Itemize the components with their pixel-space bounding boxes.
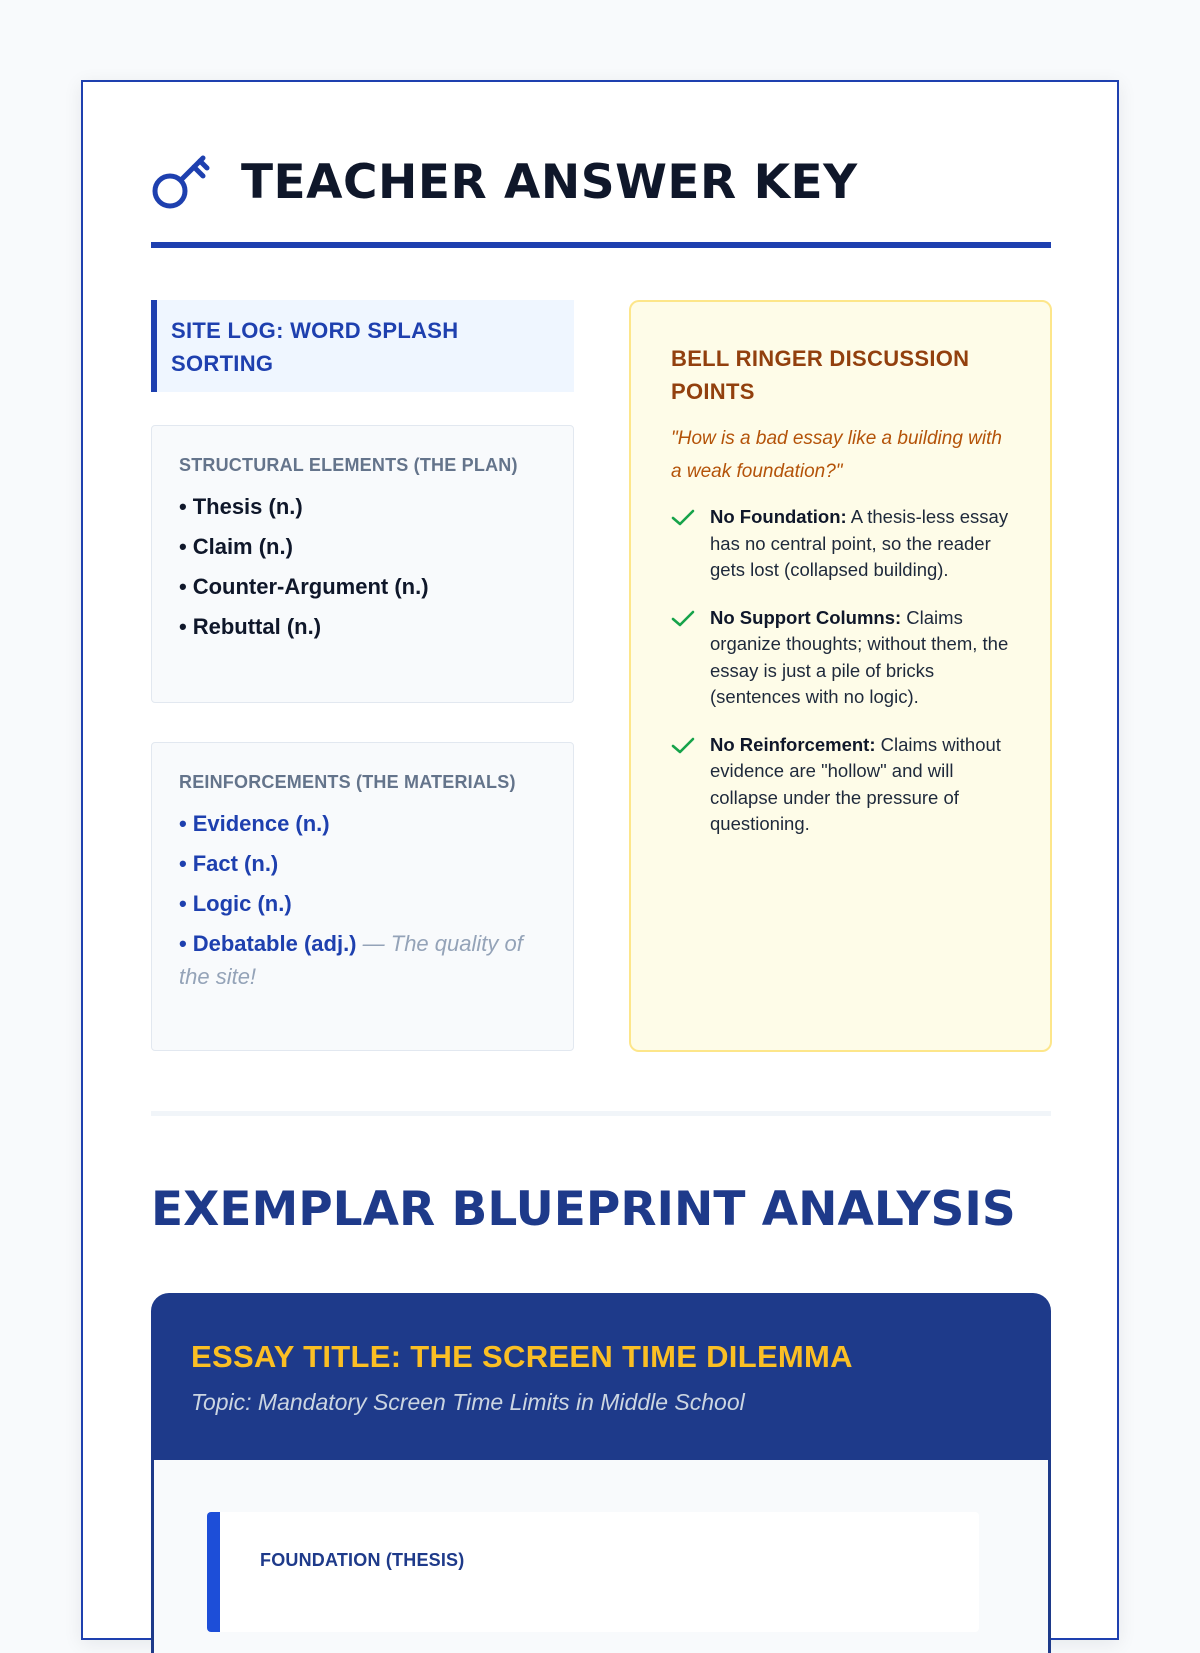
quality-note: — The quality of the site! (179, 931, 523, 989)
header-rule (151, 242, 1051, 248)
discussion-points (671, 504, 1010, 838)
check-icon (671, 736, 695, 756)
essay-body (151, 1460, 1051, 1653)
key-icon (151, 151, 213, 213)
foundation-label: FOUNDATION (THESIS) (260, 1550, 465, 1570)
structural-elements-card (151, 425, 574, 703)
exemplar-section-title: EXEMPLAR BLUEPRINT ANALYSIS (151, 1182, 1016, 1237)
check-icon (671, 609, 695, 629)
list-item: • Thesis (n.) (179, 494, 303, 519)
essay-topic: Topic: Mandatory Screen Time Limits in Middle School (191, 1389, 745, 1415)
reinforcements-list (179, 804, 546, 993)
structural-elements-heading: STRUCTURAL ELEMENTS (THE PLAN) (179, 455, 518, 475)
foundation-card (207, 1512, 979, 1632)
discussion-point: No Foundation: A thesis-less essay has no central point, so the reader gets lost (collapsed building). (671, 504, 1010, 584)
essay-header (151, 1293, 1051, 1460)
bell-ringer-card (629, 300, 1052, 1052)
section-divider (151, 1111, 1051, 1116)
answer-key-page (81, 80, 1119, 1640)
list-item: • Counter-Argument (n.) (179, 574, 429, 599)
reinforcements-card (151, 742, 574, 1051)
bell-ringer-quote: "How is a bad essay like a building with a weak foundation?" (671, 428, 1002, 482)
list-item: • Debatable (adj.) — The quality of the site! (179, 931, 523, 989)
essay-title: ESSAY TITLE: THE SCREEN TIME DILEMMA (191, 1339, 853, 1374)
bell-ringer-title: BELL RINGER DISCUSSION POINTS (671, 346, 970, 404)
discussion-point: No Support Columns: Claims organize thoughts; without them, the essay is just a pile of bricks (sentences with no logic). (671, 605, 1010, 711)
reinforcements-heading: REINFORCEMENTS (THE MATERIALS) (179, 772, 516, 792)
list-item: • Rebuttal (n.) (179, 614, 322, 639)
list-item: • Logic (n.) (179, 891, 292, 916)
page-title: TEACHER ANSWER KEY (241, 154, 858, 210)
essay-blueprint-card (151, 1293, 1051, 1653)
structural-elements-list (179, 487, 546, 647)
list-item: • Fact (n.) (179, 851, 279, 876)
list-item: • Evidence (n.) (179, 811, 330, 836)
list-item: • Claim (n.) (179, 534, 293, 559)
check-icon (671, 508, 695, 528)
page-header (151, 152, 1051, 212)
discussion-point: No Reinforcement: Claims without evidence are "hollow" and will collapse under the pressure of questioning. (671, 732, 1010, 838)
site-log-heading: SITE LOG: WORD SPLASH SORTING (151, 300, 574, 392)
